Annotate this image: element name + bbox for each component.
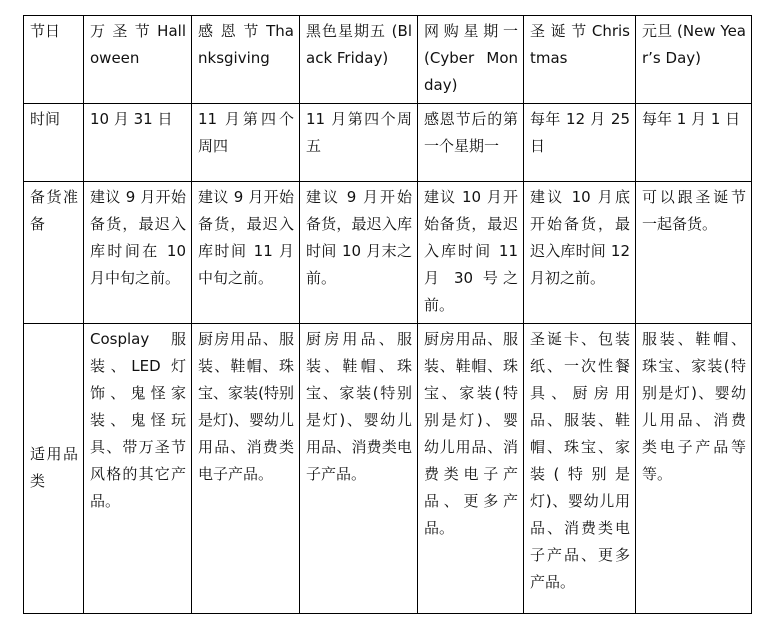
table-row-time <box>24 104 752 182</box>
table-cell: 厨房用品、服装、鞋帽、珠宝、家装(特别是灯)、婴幼儿用品、消费类电子产品、更多产品。 <box>418 324 524 614</box>
table-cell: 10 月 31 日 <box>84 104 192 182</box>
header-cell-halloween: 万 圣 节 Halloween <box>84 16 192 104</box>
table-cell: 圣诞卡、包装纸、一次性餐具、厨房用品、服装、鞋帽、珠宝、家装(特别是灯)、婴幼儿用品、消费类电子产品、更多产品。 <box>524 324 636 614</box>
table-cell: 厨房用品、服装、鞋帽、珠宝、家装(特别是灯)、婴幼儿用品、消费类电子产品。 <box>192 324 300 614</box>
table-row-categories <box>24 324 752 614</box>
table-row-stock-prep <box>24 182 752 324</box>
header-row <box>24 16 752 104</box>
row-label-categories: 适用品类 <box>24 324 84 614</box>
table-cell: 建议 10 月开始备货，最迟入库时间 11 月 30 号之前。 <box>418 182 524 324</box>
holiday-schedule-table <box>23 15 752 614</box>
table-cell: 建议 9 月开始备货，最迟入库时间 11 月中旬之前。 <box>192 182 300 324</box>
table-cell: 每年 1 月 1 日 <box>636 104 752 182</box>
table-cell: 建议 10 月底开始备货，最迟入库时间 12 月初之前。 <box>524 182 636 324</box>
header-cell-thanksgiving: 感 恩 节 Thanksgiving <box>192 16 300 104</box>
table-cell: 建议 9 月开始备货，最迟入库时间在 10 月中旬之前。 <box>84 182 192 324</box>
table-cell: 11 月第四个周四 <box>192 104 300 182</box>
table-cell: 厨房用品、服装、鞋帽、珠宝、家装(特别是灯)、婴幼儿用品、消费类电子产品。 <box>300 324 418 614</box>
header-cell-new-year: 元旦 (New Year’s Day) <box>636 16 752 104</box>
header-cell-holiday: 节日 <box>24 16 84 104</box>
table-cell: 11 月第四个周五 <box>300 104 418 182</box>
header-cell-cyber-monday: 网购星期一 (Cyber Monday) <box>418 16 524 104</box>
header-cell-christmas: 圣 诞 节 Christmas <box>524 16 636 104</box>
table-cell: 可以跟圣诞节一起备货。 <box>636 182 752 324</box>
row-label-time: 时间 <box>24 104 84 182</box>
row-label-stock-prep: 备货准备 <box>24 182 84 324</box>
header-cell-black-friday: 黑色星期五 (Black Friday) <box>300 16 418 104</box>
table-cell: Cosplay 服装、LED 灯饰、鬼怪家装、鬼怪玩具、带万圣节风格的其它产品。 <box>84 324 192 614</box>
table-cell: 每年 12 月 25 日 <box>524 104 636 182</box>
table-cell: 感恩节后的第一个星期一 <box>418 104 524 182</box>
table-cell: 建议 9 月开始备货，最迟入库时间 10 月末之前。 <box>300 182 418 324</box>
table-cell: 服装、鞋帽、珠宝、家装(特别是灯)、婴幼儿用品、消费类电子产品等等。 <box>636 324 752 614</box>
